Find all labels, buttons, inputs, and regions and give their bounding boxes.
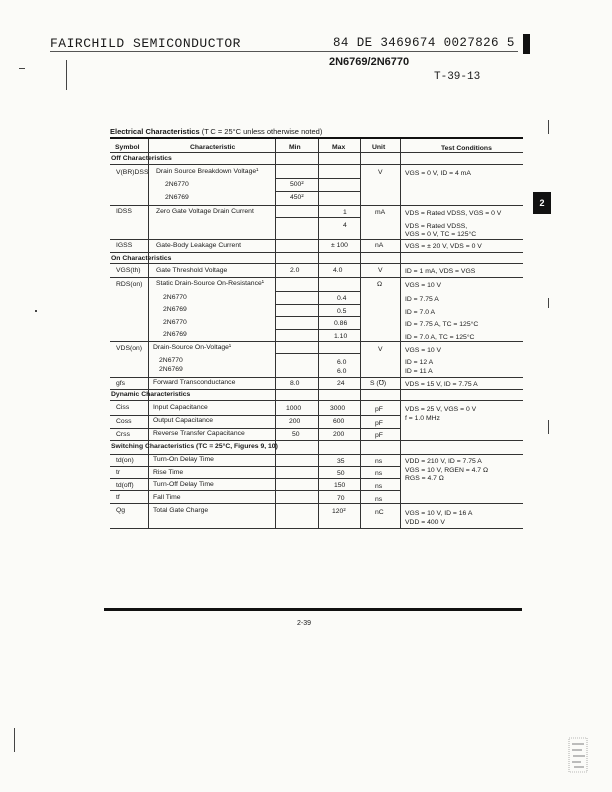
table-row: Output Capacitance: [153, 417, 214, 424]
table-row: 4: [343, 222, 347, 229]
table-row: VDS = 15 V, ID = 7.75 A: [405, 381, 478, 388]
page-number: 2-39: [297, 620, 312, 627]
table-row: Qg: [116, 507, 126, 514]
scan-noise-graphic: [567, 736, 591, 776]
table-row: mA: [375, 209, 386, 216]
table-row: 1.10: [334, 333, 348, 340]
table-row: 50: [292, 431, 300, 438]
table-row: VDS(on): [116, 345, 143, 352]
table-row: RGS = 4.7 Ω: [405, 475, 444, 482]
table-row: VGS = 10 V: [405, 347, 442, 354]
table-row: td(on): [116, 457, 134, 464]
table-row: VDS = Rated VDSS,: [405, 223, 468, 230]
table-row: 150: [334, 482, 346, 489]
table-row: Turn-On Delay Time: [153, 456, 214, 463]
table-row: ID = 7.75 A, TC = 125°C: [405, 321, 479, 328]
table-row: VDS = Rated VDSS, VGS = 0 V: [405, 210, 502, 217]
table-row: Zero Gate Voltage Drain Current: [156, 208, 254, 215]
table-row: ID = 11 A: [405, 368, 433, 375]
table-row: ns: [375, 496, 383, 503]
table-row: Rise Time: [153, 469, 184, 476]
table-row: 0.5: [337, 308, 347, 315]
table-row: VGS = 10 V, ID = 16 A: [405, 510, 473, 517]
table-row: 2.0: [290, 267, 300, 274]
table-title-main: Electrical Characteristics: [110, 127, 200, 136]
table-row: nC: [375, 509, 384, 516]
section-tab: 2: [533, 192, 551, 214]
col-min: Min: [289, 144, 301, 151]
col-test-conditions: Test Conditions: [441, 145, 492, 152]
table-row: 2N6770: [163, 319, 187, 326]
table-row: Total Gate Charge: [153, 507, 209, 514]
table-row: 4.0: [333, 267, 343, 274]
table-row: VDD = 210 V, ID = 7.75 A: [405, 458, 482, 465]
table-row: ns: [375, 458, 383, 465]
table-row: tr: [116, 469, 121, 476]
table-row: S (℧): [370, 380, 387, 387]
table-row: VGS = 0 V, ID = 4 mA: [405, 170, 471, 177]
scan-artifact: [548, 420, 549, 434]
table-row: V: [378, 267, 383, 274]
t-code: T-39-13: [434, 71, 481, 83]
table-title: [110, 127, 322, 136]
table-row: IGSS: [116, 242, 133, 249]
table-row: VGS(th): [116, 267, 141, 274]
table-row: 6.0: [337, 359, 347, 366]
table-row: 200: [289, 418, 301, 425]
group-on: On Characteristics: [111, 255, 172, 262]
table-row: ns: [375, 483, 383, 490]
footer-rule: [104, 608, 522, 611]
table-row: VGS = 0 V, TC = 125°C: [405, 231, 477, 238]
table-row: Ciss: [116, 404, 130, 411]
table-row: ID = 12 A: [405, 359, 434, 366]
table-row: Static Drain-Source On-Resistance¹: [156, 280, 265, 287]
table-row: 2N6770: [159, 357, 183, 364]
table-row: ns: [375, 470, 383, 477]
table-row: pF: [375, 406, 383, 413]
table-row: Gate-Body Leakage Current: [156, 242, 242, 249]
table-row: Turn-Off Delay Time: [153, 481, 214, 488]
table-row: ID = 7.0 A: [405, 309, 436, 316]
table-row: 35: [337, 458, 345, 465]
table-row: nA: [375, 242, 384, 249]
document-code: 84 DE 3469674 0027826 5: [333, 36, 515, 50]
col-symbol: Symbol: [115, 144, 140, 151]
table-row: 2N6769: [163, 306, 187, 313]
table-row: Ω: [377, 281, 383, 288]
table-row: Gate Threshold Voltage: [156, 267, 228, 274]
table-row: 6.0: [337, 368, 347, 375]
table-row: V: [378, 346, 383, 353]
table-row: 1: [343, 209, 347, 216]
col-max: Max: [332, 144, 346, 151]
table-row: Crss: [116, 431, 130, 438]
company-name: FAIRCHILD SEMICONDUCTOR: [50, 36, 241, 51]
table-row: ID = 1 mA, VDS = VGS: [405, 268, 476, 275]
table-row: 2N6769: [163, 331, 187, 338]
table-row: VGS = 10 V: [405, 282, 442, 289]
table-row: 0.86: [334, 320, 348, 327]
table-row: VDD = 400 V: [405, 519, 445, 526]
scan-artifact: [66, 60, 67, 90]
table-row: 70: [337, 495, 345, 502]
table-row: VDS = 25 V, VGS = 0 V: [405, 406, 477, 413]
table-row: 600: [333, 418, 345, 425]
table-row: 3000: [330, 405, 346, 412]
scan-artifact: [35, 310, 37, 312]
table-row: 0.4: [337, 295, 347, 302]
group-dynamic: Dynamic Characteristics: [111, 391, 191, 398]
table-row: ID = 7.0 A, TC = 125°C: [405, 334, 475, 341]
table-row: Coss: [116, 418, 132, 425]
table-row: 200: [333, 431, 345, 438]
table-row: Reverse Transfer Capacitance: [153, 430, 245, 437]
table-row: Fall Time: [153, 494, 181, 501]
scan-artifact: [548, 298, 549, 308]
table-row: gfs: [116, 380, 126, 387]
table-row: pF: [375, 420, 383, 427]
table-row: tf: [116, 494, 120, 501]
table-row: VGS = 10 V, RGEN = 4.7 Ω: [405, 467, 489, 474]
header-rule: [50, 51, 518, 52]
table-row: 1000: [286, 405, 302, 412]
table-row: 2N6770: [163, 294, 187, 301]
scan-artifact: [14, 728, 15, 752]
table-row: 120²: [332, 508, 346, 515]
table-row: Drain Source Breakdown Voltage¹: [156, 168, 259, 175]
table-row: 450²: [290, 194, 304, 201]
table-row: ID = 7.75 A: [405, 296, 439, 303]
table-row: 8.0: [290, 380, 300, 387]
table-row: 2N6769: [159, 366, 183, 373]
table-row: 500²: [290, 181, 304, 188]
col-characteristic: Characteristic: [190, 144, 236, 151]
table-row: Input Capacitance: [153, 404, 208, 411]
table-row: IDSS: [116, 208, 132, 215]
table-row: td(off): [116, 482, 134, 489]
table-title-condition: (T C = 25°C unless otherwise noted): [201, 127, 323, 136]
table-row: 24: [337, 380, 345, 387]
table-row: VGS = ± 20 V, VDS = 0 V: [405, 243, 482, 250]
header-mark: [523, 34, 530, 54]
scan-artifact: [19, 68, 25, 69]
group-off: Off Characteristics: [111, 155, 172, 162]
table-row: 2N6769: [165, 194, 189, 201]
part-numbers: 2N6769/2N6770: [329, 56, 410, 68]
table-row: 50: [337, 470, 345, 477]
table-row: Drain-Source On-Voltage¹: [153, 344, 232, 351]
table-row: ± 100: [331, 242, 348, 249]
table-row: V(BR)DSS: [116, 169, 149, 176]
table-row: Forward Transconductance: [153, 379, 236, 386]
table-row: V: [378, 169, 383, 176]
table-row: pF: [375, 432, 383, 439]
table-row: f = 1.0 MHz: [405, 415, 440, 422]
table-row: RDS(on): [116, 281, 143, 288]
table-row: 2N6770: [165, 181, 189, 188]
scan-artifact: [548, 120, 549, 134]
group-switching: Switching Characteristics (TC = 25°C, Figures 9, 10): [111, 443, 278, 450]
col-unit: Unit: [372, 144, 386, 151]
